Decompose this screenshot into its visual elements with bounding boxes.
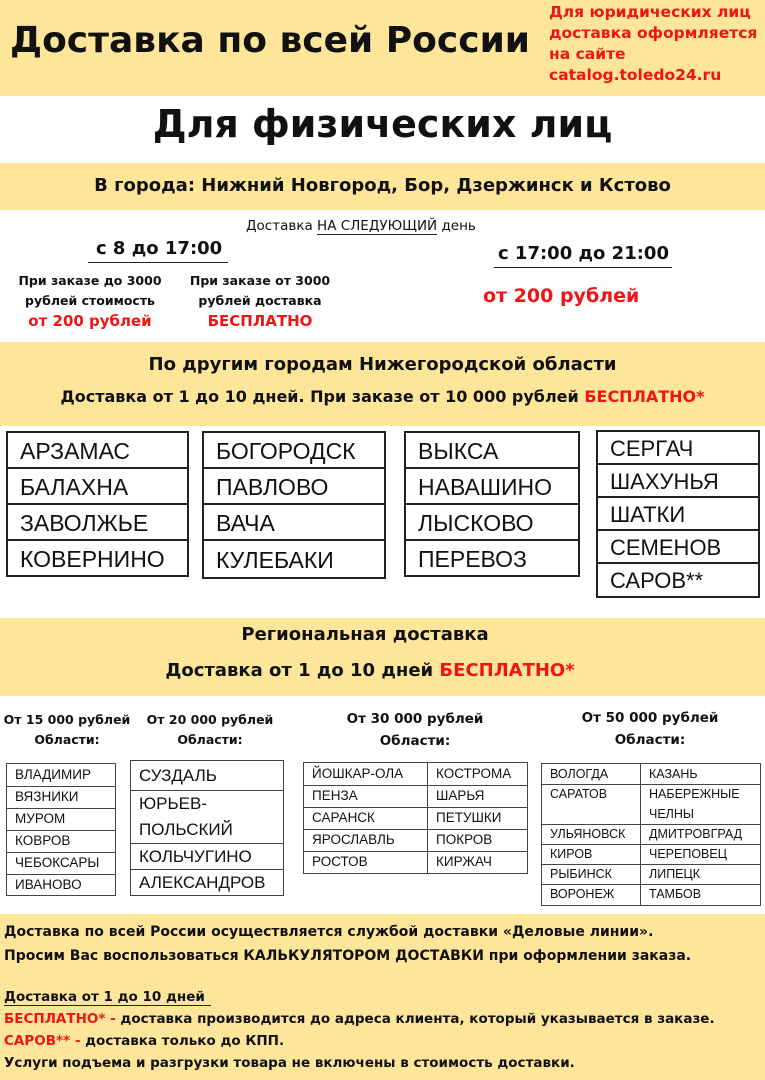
tier-amount: От 15 000 рублей — [3, 712, 131, 727]
regional-subtitle — [0, 660, 740, 681]
footer-line: Доставка по всей России осуществляется службой доставки «Деловые линии». — [4, 924, 654, 940]
city-item: СЕМЕНОВ — [598, 531, 758, 564]
footer-line: Просим Вас воспользоваться КАЛЬКУЛЯТОРОМ ДОСТАВКИ при оформлении заказа. — [4, 948, 692, 964]
city-item: БАЛАХНА — [8, 469, 187, 505]
legal-line: на сайте — [549, 45, 626, 63]
tier-city: ШАРЬЯ — [436, 788, 485, 803]
tier-city: САРАНСК — [312, 810, 375, 825]
city-item: СЕРГАЧ — [598, 432, 758, 465]
tier-city: ВОЛОГДА — [550, 767, 609, 781]
slot1-left-line: При заказе до 3000 — [18, 273, 162, 288]
legal-line: Для юридических лиц — [549, 3, 751, 21]
slot1-underline — [88, 262, 228, 263]
regional-title: Региональная доставка — [241, 624, 489, 645]
tier-header — [140, 710, 280, 750]
tier-label: Области: — [34, 732, 100, 747]
tier-amount: От 20 000 рублей — [146, 712, 274, 727]
tier-city: ВОРОНЕЖ — [550, 887, 615, 901]
tier-city: МУРОМ — [15, 811, 66, 826]
tier-city: КОВРОВ — [15, 833, 71, 848]
footer-free-label: БЕСПЛАТНО* - — [4, 1011, 116, 1027]
footer-text — [4, 920, 762, 968]
tier-grid — [303, 762, 528, 874]
tier-list — [130, 760, 284, 896]
city-item: ШАТКИ — [598, 498, 758, 531]
tier-city: ПЕНЗА — [312, 788, 358, 803]
slot2-price: от 200 рублей — [483, 285, 640, 307]
footer-days-text: Доставка от 1 до 10 дней — [4, 989, 211, 1006]
cities-band-text: В города: Нижний Новгород, Бор, Дзержинск и Кстово — [94, 175, 671, 196]
next-day-line — [246, 218, 476, 234]
slot2-time: с 17:00 до 21:00 — [498, 243, 669, 264]
tier-city: САРАТОВ — [550, 787, 608, 801]
slot1-right-price: БЕСПЛАТНО — [207, 312, 313, 330]
legal-line: доставка оформляется — [549, 24, 758, 42]
tier-city: КОСТРОМА — [436, 766, 512, 781]
city-box — [596, 430, 760, 598]
tier-city: КАЗАНЬ — [649, 767, 698, 781]
regional-subtitle-text: Доставка от 1 до 10 дней — [165, 660, 440, 681]
slot1-right — [182, 271, 338, 331]
city-box — [6, 431, 189, 577]
tier-city: СУЗДАЛЬ — [139, 766, 217, 785]
tier-city: РЫБИНСК — [550, 867, 612, 881]
tier-city: УЛЬЯНОВСК — [550, 827, 626, 841]
tier-list — [6, 763, 116, 896]
tier-city: ЧЕЛНЫ — [649, 807, 694, 821]
tier-city: РОСТОВ — [312, 854, 368, 869]
footer-sarov-text: доставка только до КПП. — [80, 1033, 285, 1049]
region-title: По другим городам Нижегородской области — [148, 354, 617, 375]
city-item: ШАХУНЬЯ — [598, 465, 758, 498]
city-item: КОВЕРНИНО — [20, 546, 165, 572]
footer-free-text: доставка производится до адреса клиента, который указывается в заказе. — [115, 1011, 715, 1027]
city-item: ВАЧА — [204, 505, 384, 541]
city-item: БОГОРОДСК — [204, 433, 384, 469]
city-item: АРЗАМАС — [8, 433, 187, 469]
footer-note: Услуги подъема и разгрузки товара не включены в стоимость доставки. — [4, 1055, 575, 1071]
tier-city: ЧЕРЕПОВЕЦ — [649, 847, 727, 861]
tier-city: НАБЕРЕЖНЫЕ — [649, 787, 740, 801]
city-box — [202, 431, 386, 579]
slot1-time: с 8 до 17:00 — [96, 238, 223, 259]
tier-city: ЯРОСЛАВЛЬ — [312, 832, 395, 847]
slot2-underline — [494, 267, 672, 268]
tier-city: КОЛЬЧУГИНО — [139, 847, 252, 866]
tier-city: ЮРЬЕВ- — [139, 794, 208, 813]
footer-notes — [4, 986, 762, 1074]
city-item: ЛЫСКОВО — [406, 505, 578, 541]
tier-amount: От 50 000 рублей — [581, 710, 719, 726]
tier-city: ЙОШКАР-ОЛА — [312, 766, 404, 781]
city-item: ПАВЛОВО — [204, 469, 384, 505]
legal-entities-note — [549, 2, 757, 86]
city-item: ВЫКСА — [406, 433, 578, 469]
tier-city: ДМИТРОВГРАД — [649, 827, 743, 841]
regional-free: БЕСПЛАТНО* — [439, 660, 575, 681]
next-day-emph: НА СЛЕДУЮЩИЙ — [317, 218, 438, 234]
footer-sarov-label: САРОВ** - — [4, 1033, 81, 1049]
legal-site-link[interactable]: catalog.toledo24.ru — [549, 66, 722, 84]
tier-city: КИРОВ — [550, 847, 593, 861]
slot1-right-line: рублей доставка — [198, 293, 322, 308]
region-free: БЕСПЛАТНО* — [584, 387, 705, 406]
individuals-title: Для физических лиц — [152, 102, 613, 146]
slot1-left — [10, 271, 170, 331]
tier-city: ВЛАДИМИР — [15, 767, 91, 782]
city-box — [404, 431, 580, 577]
footer-sarov-line — [4, 1030, 762, 1052]
next-day-prefix: Доставка — [246, 218, 318, 234]
tier-label: Области: — [379, 733, 451, 749]
tier-city: ПОКРОВ — [436, 832, 493, 847]
tier-city: ЛИПЕЦК — [649, 867, 701, 881]
slot1-left-price: от 200 рублей — [28, 312, 152, 330]
tier-city: ВЯЗНИКИ — [15, 789, 79, 804]
next-day-suffix: день — [437, 218, 476, 234]
city-item: ЗАВОЛЖЬЕ — [8, 505, 187, 541]
tier-city: ПЕТУШКИ — [436, 810, 502, 825]
city-item: ПЕРЕВОЗ — [418, 546, 527, 572]
tier-header — [330, 708, 500, 752]
city-item: САРОВ** — [610, 568, 704, 593]
tier-city: КИРЖАЧ — [436, 854, 492, 869]
tier-header — [560, 707, 740, 751]
footer-days — [4, 986, 762, 1008]
slot1-left-line: рублей стоимость — [25, 293, 155, 308]
tier-city: ИВАНОВО — [15, 877, 82, 892]
region-subtitle — [0, 387, 765, 406]
city-item: КУЛЕБАКИ — [216, 547, 334, 573]
tier-amount: От 30 000 рублей — [346, 711, 484, 727]
tier-label: Области: — [614, 732, 686, 748]
page-title: Доставка по всей России — [10, 20, 531, 61]
tier-city: ЧЕБОКСАРЫ — [15, 855, 100, 870]
tier-city — [542, 804, 640, 824]
slot1-right-line: При заказе от 3000 — [189, 273, 331, 288]
tier-city: ТАМБОВ — [649, 887, 702, 901]
tier-header — [0, 710, 134, 750]
tier-city: ПОЛЬСКИЙ — [139, 820, 233, 839]
city-item: НАВАШИНО — [406, 469, 578, 505]
region-subtitle-text: Доставка от 1 до 10 дней. При заказе от 10 000 рублей — [60, 387, 585, 406]
footer-free-line — [4, 1008, 762, 1030]
tier-grid — [541, 763, 761, 906]
tier-city: АЛЕКСАНДРОВ — [139, 873, 266, 892]
tier-label: Области: — [177, 732, 243, 747]
